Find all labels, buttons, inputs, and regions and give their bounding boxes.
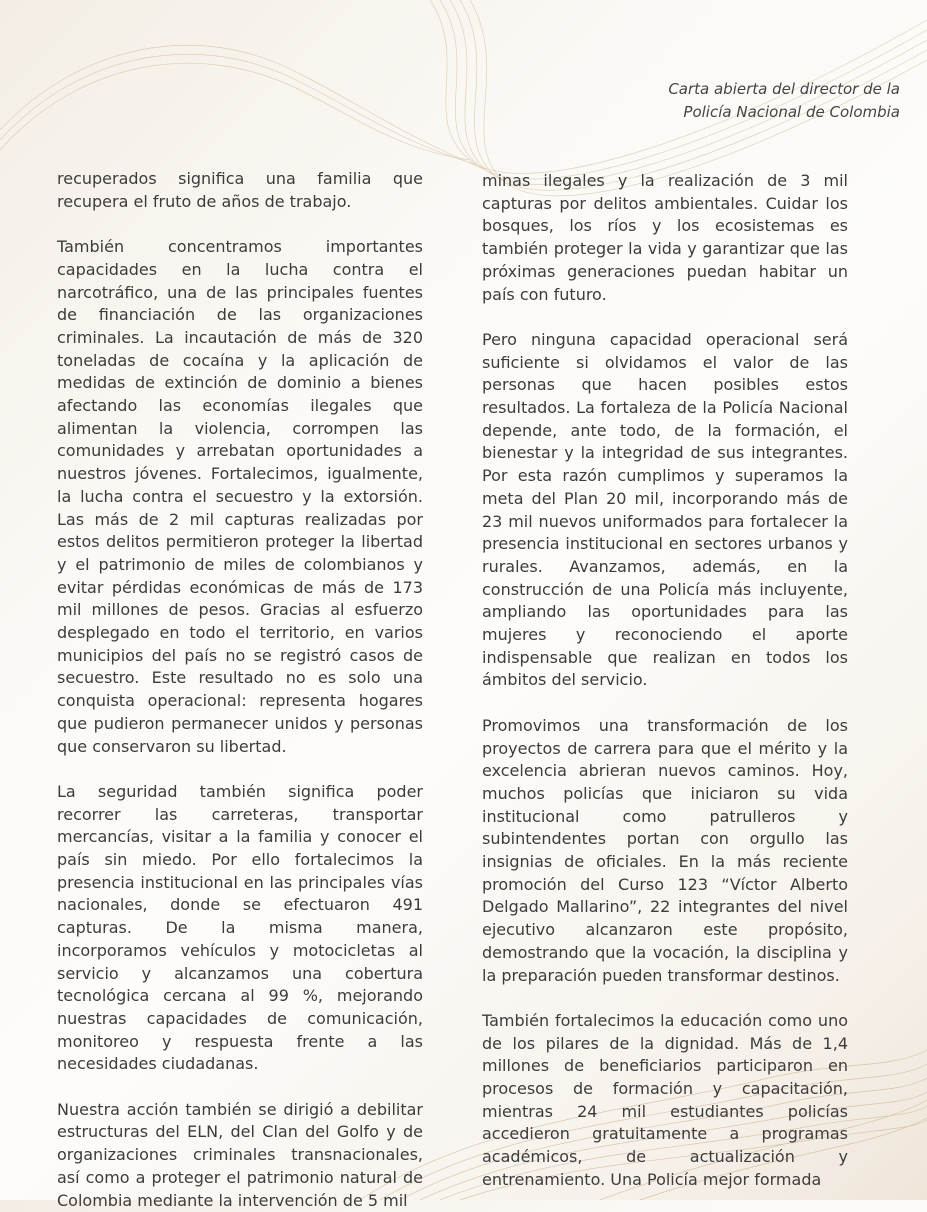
page-header bbox=[480, 78, 900, 124]
paragraph: minas ilegales y la realización de 3 mil capturas por delitos ambientales. Cuidar los bosques, los ríos y los ecosistemas es también proteger la vida y garantizar que las próximas generaciones puedan habitar un país con futuro. bbox=[482, 171, 848, 304]
right-column bbox=[482, 170, 848, 1192]
paragraph: Pero ninguna capacidad operacional será suficiente si olvidamos el valor de las personas que hacen posibles estos resultados. La fortaleza de la Policía Nacional depende, ante todo, de la formación, el bienestar y la integridad de sus integrantes. Por esta razón cumplimos y superamos la meta del Plan 20 mil, incorporando más de 23 mil nuevos uniformados para fortalecer la presencia institucional en sectores urbanos y rurales. Avanzamos, además, en la construcción de una Policía más incluyente, ampliando las oportunidades para las mujeres y reconociendo el aporte indispensable que realizan en todos los ámbitos del servicio. bbox=[482, 329, 848, 690]
header-line-1: Carta abierta del director de la bbox=[668, 80, 900, 98]
paragraph: Nuestra acción también se dirigió a debilitar estructuras del ELN, del Clan del Golfo y de organizaciones criminales transnacionales, así como a proteger el patrimonio natural de Colombia mediante la intervención de 5 mil bbox=[57, 1099, 423, 1210]
left-column bbox=[57, 168, 423, 1212]
paragraph: Promovimos una transformación de los proyectos de carrera para que el mérito y la excelencia abrieran nuevos caminos. Hoy, muchos policías que iniciaron su vida institucional como patrulleros y subintendentes portan con orgullo las insignias de oficiales. En la más reciente promoción del Curso 123 “Víctor Alberto Delgado Mallarino”, 22 integrantes del nivel ejecutivo alcanzaron este propósito, demostrando que la vocación, la disciplina y la preparación pueden transformar destinos. bbox=[482, 715, 848, 985]
paragraph: También concentramos importantes capacidades en la lucha contra el narcotráfico, una de las principales fuentes de financiación de las organizaciones criminales. La incautación de más de 320 toneladas de cocaína y la aplicación de medidas de extinción de dominio a bienes afectando las economías ilegales que alimentan la violencia, corrompen las comunidades y arrebatan oportunidades a nuestros jóvenes. Fortalecimos, igualmente, la lucha contra el secuestro y la extorsión. Las más de 2 mil capturas realizadas por estos delitos permitieron proteger la libertad y el patrimonio de miles de colombianos y evitar pérdidas económicas de más de 173 mil millones de pesos. Gracias al esfuerzo desplegado en todo el territorio, en varios municipios del país no se registró casos de secuestro. Este resultado no es solo una conquista operacional: representa hogares que pudieron permanecer unidos y personas que conservaron su libertad. bbox=[57, 237, 423, 756]
header-line-2: Policía Nacional de Colombia bbox=[683, 103, 900, 121]
paragraph: recuperados significa una familia que recupera el fruto de años de trabajo. bbox=[57, 169, 423, 211]
paragraph: También fortalecimos la educación como uno de los pilares de la dignidad. Más de 1,4 millones de beneficiarios participaron en procesos de formación y capacitación, mientras 24 mil estudiantes policías accedieron gratuitamente a programas académicos, de actualización y entrenamiento. Una Policía mejor formada bbox=[482, 1010, 848, 1189]
paragraph: La seguridad también significa poder recorrer las carreteras, transportar mercancías, visitar a la familia y conocer el país sin miedo. Por ello fortalecimos la presencia institucional en las principales vías nacionales, donde se efectuaron 491 capturas. De la misma manera, incorporamos vehículos y motocicletas al servicio y alcanzamos una cobertura tecnológica cercana al 99 %, mejorando nuestras capacidades de comunicación, monitoreo y respuesta frente a las necesidades ciudadanas. bbox=[57, 781, 423, 1074]
